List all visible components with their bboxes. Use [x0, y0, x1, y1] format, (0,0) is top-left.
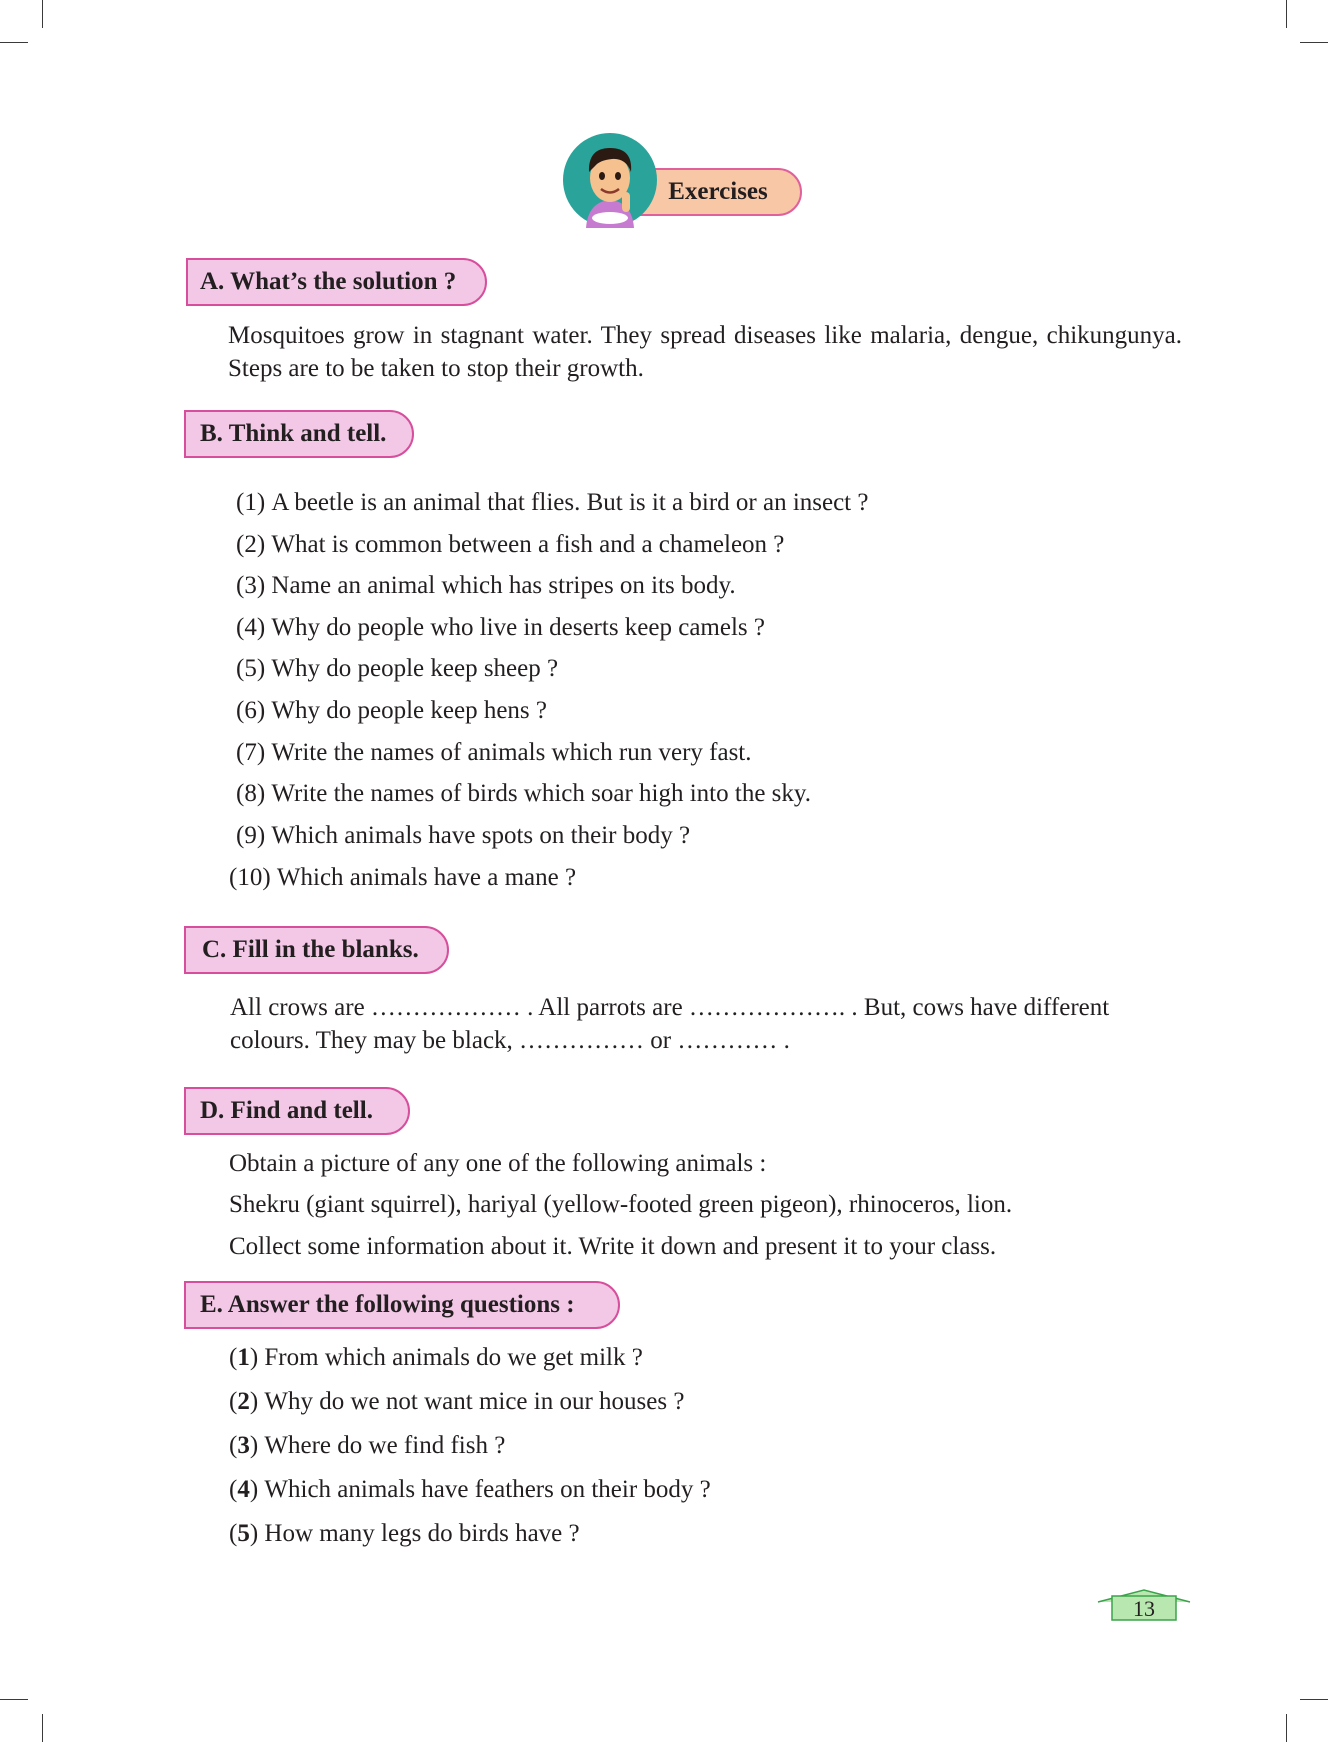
- question-number: 9: [244, 822, 257, 849]
- question-text: A beetle is an animal that flies. But is it a bird or an insect ?: [271, 489, 869, 516]
- list-item: (1) From which animals do we get milk ?: [229, 1344, 643, 1371]
- list-item: (2) What is common between a fish and a chameleon ?: [236, 531, 785, 558]
- question-number: 1: [237, 1344, 250, 1371]
- crop-mark: [0, 42, 28, 43]
- question-number: 3: [237, 1432, 250, 1459]
- page-number-badge: [1096, 1588, 1192, 1622]
- section-a-heading: A. What’s the solution ?: [186, 258, 487, 306]
- question-text: Which animals have feathers on their body ?: [264, 1476, 711, 1503]
- question-text: Write the names of birds which soar high into the sky.: [271, 780, 812, 807]
- section-e-heading: E. Answer the following questions :: [184, 1281, 620, 1329]
- list-item: (3) Name an animal which has stripes on its body.: [236, 572, 736, 599]
- section-d-line-2: Shekru (giant squirrel), hariyal (yellow-footed green pigeon), rhinoceros, lion.: [229, 1191, 1013, 1218]
- question-text: Write the names of animals which run very fast.: [271, 739, 752, 766]
- question-number: 10: [237, 864, 263, 891]
- list-item: (6) Why do people keep hens ?: [236, 697, 548, 724]
- section-c-line-1: All crows are ……………… . All parrots are ………………. . But, cows have different: [230, 994, 1110, 1021]
- list-item: (8) Write the names of birds which soar high into the sky.: [236, 780, 812, 807]
- question-text: How many legs do birds have ?: [264, 1520, 580, 1547]
- question-number: 3: [244, 572, 257, 599]
- list-item: (3) Where do we find fish ?: [229, 1432, 506, 1459]
- crop-mark: [1300, 1699, 1328, 1700]
- question-text: Why do people keep sheep ?: [271, 655, 559, 682]
- section-d-line-3: Collect some information about it. Write it down and present it to your class.: [229, 1233, 997, 1260]
- page-number: 13: [1133, 1596, 1155, 1621]
- list-item: (7) Write the names of animals which run very fast.: [236, 739, 752, 766]
- section-a-text: Mosquitoes grow in stagnant water. They spread diseases like malaria, dengue, chikungunya. Steps are to be taken to stop their growth.: [228, 322, 1182, 382]
- page-title: Exercises: [668, 178, 768, 205]
- question-number: 5: [244, 655, 257, 682]
- question-number: 1: [244, 489, 257, 516]
- question-number: 4: [237, 1476, 250, 1503]
- list-item: (9) Which animals have spots on their body ?: [236, 822, 691, 849]
- question-number: 2: [237, 1388, 250, 1415]
- section-c-line-2: colours. They may be black, …………… or ………… .: [230, 1027, 790, 1054]
- question-text: Why do people keep hens ?: [271, 697, 548, 724]
- list-item: (4) Why do people who live in deserts keep camels ?: [236, 614, 765, 641]
- list-item: (4) Which animals have feathers on their body ?: [229, 1476, 711, 1503]
- question-number: 4: [244, 614, 257, 641]
- section-d-line-1: Obtain a picture of any one of the following animals :: [229, 1150, 767, 1177]
- crop-mark: [42, 1714, 43, 1742]
- section-b-heading: B. Think and tell.: [184, 410, 414, 458]
- question-text: Why do people who live in deserts keep camels ?: [271, 614, 765, 641]
- list-item: (5) Why do people keep sheep ?: [236, 655, 559, 682]
- list-item: (2) Why do we not want mice in our houses ?: [229, 1388, 685, 1415]
- question-number: 6: [244, 697, 257, 724]
- crop-mark: [1300, 42, 1328, 43]
- question-text: Name an animal which has stripes on its body.: [271, 572, 736, 599]
- exercises-badge: [560, 132, 806, 228]
- question-number: 8: [244, 780, 257, 807]
- question-number: 5: [237, 1520, 250, 1547]
- question-text: Where do we find fish ?: [264, 1432, 506, 1459]
- crop-mark: [1286, 1714, 1287, 1742]
- question-number: 7: [244, 739, 257, 766]
- crop-mark: [1286, 0, 1287, 28]
- question-text: Which animals have a mane ?: [276, 864, 577, 891]
- list-item: (5) How many legs do birds have ?: [229, 1520, 580, 1547]
- question-text: From which animals do we get milk ?: [264, 1344, 643, 1371]
- list-item: (1) A beetle is an animal that flies. But is it a bird or an insect ?: [236, 489, 869, 516]
- question-number: 2: [244, 531, 257, 558]
- question-text: Why do we not want mice in our houses ?: [264, 1388, 685, 1415]
- list-item: (10) Which animals have a mane ?: [229, 864, 577, 891]
- section-c-heading: C. Fill in the blanks.: [184, 926, 449, 974]
- crop-mark: [42, 0, 43, 28]
- question-text: What is common between a fish and a chameleon ?: [271, 531, 785, 558]
- crop-mark: [0, 1699, 28, 1700]
- section-d-heading: D. Find and tell.: [184, 1087, 410, 1135]
- boy-mascot-icon: [560, 132, 660, 228]
- question-text: Which animals have spots on their body ?: [271, 822, 691, 849]
